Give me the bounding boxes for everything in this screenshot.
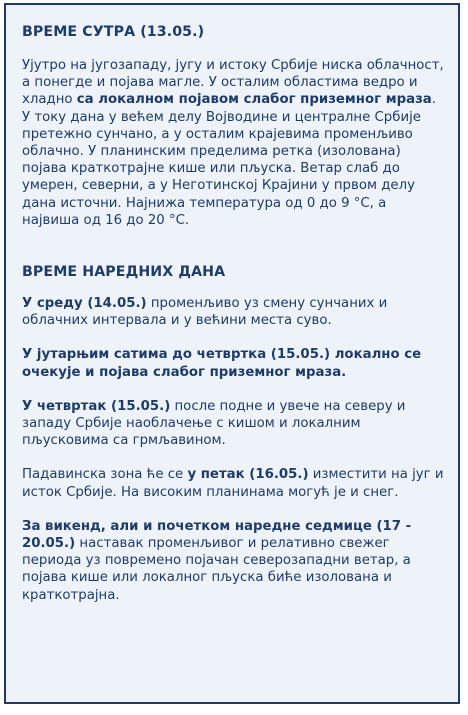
friday-paragraph	[22, 466, 444, 500]
next-days-heading: ВРЕМЕ НАРЕДНИХ ДАНА	[22, 264, 226, 281]
wednesday-label: У среду (14.05.)	[22, 296, 147, 312]
tomorrow-text-end: . У току дана у већем делу Војводине и централне Србије претежно сунчано, а у осталим крајевима променљиво облачно. У планинским пределима ретка (изолована) појава краткотрајне кише или пљуска. Ветар слаб до умерен, северни, а у Неготинској Крајини у првом делу дана источни. Најнижа температура од 0 до 9 °C, а највиша од 16 до 20 °C.	[22, 92, 436, 228]
thursday-text: после подне и увече на северу и западу Србије наоблачење с кишом и локалним пљусковима са грмљавином.	[22, 398, 406, 449]
wednesday-text: променљиво уз смену сунчаних и облачних интервала и у већини места суво.	[22, 296, 388, 329]
weekend-label: За викенд, али и почетком наредне седмице (17 - 20.05.)	[22, 518, 412, 552]
tomorrow-paragraph	[22, 57, 444, 229]
tomorrow-heading: ВРЕМЕ СУТРА (13.05.)	[22, 24, 205, 40]
tomorrow-frost-highlight: са локалном појавом слабог приземног мраза	[76, 92, 432, 108]
weekend-paragraph	[22, 518, 444, 604]
friday-label: у петак (16.05.)	[187, 467, 309, 483]
friday-text-end: изместити на југ и исток Србије. На високим планинама могућ је и снег.	[22, 467, 444, 500]
friday-text-start: Падавинска зона ће се	[22, 467, 188, 483]
frost-warning-paragraph: У јутарњим сатима до четвртка (15.05.) локално се очекује и појава слабог приземног мраза.	[22, 347, 422, 380]
tomorrow-text-start: Ујутро на југозападу, југу и истоку Србије ниска облачност, а понегде и појава магле. У осталим областима ведро и хладно	[22, 58, 444, 108]
thursday-label: У четвртак (15.05.)	[22, 398, 171, 414]
thursday-paragraph	[22, 398, 444, 450]
weekend-text: наставак променљивог и релативно свежег периода уз повремено појачан северозападни ветар, а појава кише или локалног пљуска биће изолована и краткотрајна.	[22, 536, 411, 603]
forecast-panel	[4, 3, 460, 704]
wednesday-paragraph	[22, 295, 444, 329]
